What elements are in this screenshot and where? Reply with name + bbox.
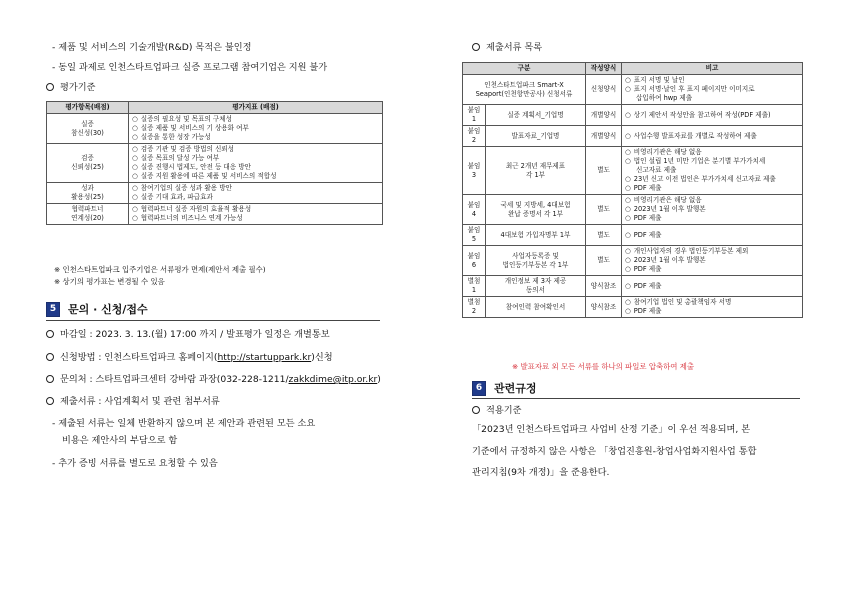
doc-name-cell [486,126,586,147]
doc-note-text: 표지 서명 및 날인 [633,76,685,84]
doc-name-line: 인천스타트업파크 Smart-X [484,80,564,89]
eval-indicator-text: 실증을 통한 성장 가능성 [140,133,211,141]
doc-notes-cell [622,195,803,225]
email-link[interactable]: zakkdime@itp.or.kr [288,374,378,385]
table-row [463,246,803,276]
doc-name-line: 실증 계획서_기업명 [507,110,564,119]
section-6-header [472,380,537,396]
no-return-note: - 제출된 서류는 일체 반환하지 않으며 본 제안과 관련된 모든 소요 [52,418,316,429]
doc-name-cell [486,225,586,246]
doc-name-line: 개인정보 제 3자 제공 [504,277,567,285]
eval-item-label: 협력파트너 [71,205,104,213]
documents-table [462,62,803,318]
list-item [625,94,799,103]
circle-bullet-icon: ○ [625,131,631,140]
doc-name-cell [486,195,586,225]
doc-note-text: PDF 제출 [633,230,662,239]
circle-bullet-icon: ○ [132,172,138,180]
list-item [625,196,799,205]
doc-notes-cell [622,147,803,195]
circle-bullet-icon [472,43,480,51]
eval-item-label: 활용성(25) [71,193,104,201]
circle-bullet-icon [46,397,54,405]
docs-header-notes: 비고 [622,63,803,75]
doc-form-cell: 양식참조 [586,297,622,318]
section-divider [472,398,800,399]
doc-category-cell: 붙임2 [463,126,486,147]
circle-bullet-icon: ○ [132,214,138,222]
doc-note-text: 참여기업 법인 및 총괄책임자 서명 [633,298,732,306]
docs-header-category: 구분 [463,63,586,75]
table-row [47,183,383,204]
change-note: ※ 상기의 평가표는 변경될 수 있음 [54,277,165,286]
doc-name-cell [486,147,586,195]
doc-category-cell: 별첨1 [463,276,486,297]
apply-standard-heading: 적용기준 [472,405,522,417]
doc-category-cell: 별첨2 [463,297,486,318]
table-row [463,225,803,246]
circle-bullet-icon: ○ [625,230,631,239]
doc-name-line: 4대보험 가입자명부 1부 [500,230,571,239]
table-row [47,204,383,225]
list-item [132,145,379,154]
eval-item-label: 연계성(20) [71,214,104,222]
duplicate-note: - 동일 과제로 인천스타트업파크 실증 프로그램 참여기업은 지원 불가 [52,62,328,73]
doc-notes-cell [622,126,803,147]
circle-bullet-icon: ○ [132,115,138,123]
circle-bullet-icon: ○ [625,184,631,192]
eval-indicator-cell [129,144,383,183]
doc-name-cell [486,297,586,318]
list-item [625,85,799,94]
circle-bullet-icon: ○ [625,148,631,156]
doc-note-text: PDF 제출 [633,265,662,273]
doc-note-text: 표지 서명·날인 후 표지 페이지만 이미지로 [633,85,755,93]
table-row [463,297,803,318]
table-row [463,75,803,105]
doc-form-cell: 별도 [586,225,622,246]
doc-note-text: 법인 설립 1년 미만 기업은 분기별 부가가치세 [633,157,766,165]
documents-text: 제출서류 : 사업계획서 및 관련 첨부서류 [46,396,220,408]
doc-note-text: PDF 제출 [633,214,662,222]
eval-indicator-cell [129,204,383,225]
circle-bullet-icon: ○ [132,124,138,132]
homepage-link[interactable]: http://startuppark.kr [217,352,312,363]
table-row [463,147,803,195]
doc-name-line: 발표자료_기업명 [511,131,560,140]
list-item [625,132,799,141]
doc-form-cell: 개별양식 [586,126,622,147]
regulation-line-3: 관리지침(9차 개정)」을 준용한다. [472,467,610,478]
circle-bullet-icon: ○ [132,184,138,192]
list-item [625,76,799,85]
doc-name-line: Seaport(인천항만공사) 신청서류 [475,89,573,98]
circle-bullet-icon: ○ [625,205,631,213]
eval-item-cell [47,204,129,225]
table-row [463,126,803,147]
list-item [625,175,799,184]
circle-bullet-icon: ○ [625,196,631,204]
rnd-note: - 제품 및 서비스의 기술개발(R&D) 목적은 불인정 [52,42,252,53]
doc-note-text: 상기 제안서 작성안을 참고하여 작성(PDF 제출) [633,110,771,119]
circle-bullet-icon [46,330,54,338]
doc-name-line: 동의서 [525,286,546,294]
doc-form-cell: 별도 [586,195,622,225]
extra-docs-note: - 추가 증빙 서류를 별도로 요청할 수 있음 [52,458,218,469]
section-number-badge: 6 [472,381,486,396]
list-item [625,247,799,256]
list-item [625,166,799,175]
doc-note-text: 신고자료 제출 [636,166,677,174]
circle-bullet-icon [46,375,54,383]
list-item [625,307,799,316]
doc-name-line: 참여인력 참여확인서 [505,302,566,311]
doc-notes-cell [622,75,803,105]
doc-notes-cell [622,246,803,276]
circle-bullet-icon: ○ [625,281,631,290]
doc-name-line: 국세 및 지방세, 4대보험 [500,200,571,209]
list-item [625,265,799,274]
doc-note-text: 23년 신고 이전 법인은 부가가치세 신고자료 제출 [633,175,776,183]
contact-text: 문의처 : 스타트업파크센터 강바람 과장(032-228-1211/zakkdime@itp.or.kr) [46,374,381,386]
eval-item-label: 참신성(30) [71,128,104,137]
circle-bullet-icon [46,83,54,91]
section-number-badge: 5 [46,302,60,317]
list-item [132,115,379,124]
list-item [132,133,379,142]
eval-heading: 평가기준 [46,82,96,94]
table-row [463,105,803,126]
compress-note: ※ 발표자료 외 모든 서류를 하나의 파일로 압축하여 제출 [512,362,695,371]
doc-name-cell [486,105,586,126]
eval-item-label: 성과 [81,184,94,192]
doc-form-cell: 별도 [586,246,622,276]
table-row [47,144,383,183]
circle-bullet-icon: ○ [625,256,631,264]
cost-note: 비용은 제안사의 부담으로 함 [62,435,178,446]
evaluation-table [46,101,383,225]
circle-bullet-icon: ○ [625,298,631,306]
circle-bullet-icon: ○ [132,193,138,201]
doc-notes-cell [622,105,803,126]
circle-bullet-icon: ○ [132,163,138,171]
circle-bullet-icon: ○ [625,85,631,93]
doc-notes-cell [622,276,803,297]
doc-form-cell: 별도 [586,147,622,195]
table-row [47,114,383,144]
eval-item-label: 실증 [81,119,94,128]
doc-note-text: 사업수행 발표자료를 개별로 작성하여 제출 [633,131,757,140]
doc-name-cell [486,276,586,297]
eval-header-indicator: 평가지표 (배점) [129,102,383,114]
doc-form-cell: 개별양식 [586,105,622,126]
eval-item-label: 검증 [81,154,94,162]
eval-item-cell [47,183,129,204]
list-item [132,124,379,133]
doc-form-cell: 신청양식 [586,75,622,105]
list-item [625,205,799,214]
list-item [625,214,799,223]
doc-note-text: 개인사업자의 경우 법인등기부등본 제외 [633,247,749,255]
list-item [625,282,799,291]
list-item [625,256,799,265]
eval-item-cell [47,114,129,144]
list-item [625,231,799,240]
eval-indicator-text: 협력파트너의 비즈니스 연계 가능성 [140,214,243,222]
list-item [625,157,799,166]
list-item [625,148,799,157]
eval-indicator-cell [129,183,383,204]
doc-note-text: PDF 제출 [633,281,662,290]
deadline-text: 마감일 : 2023. 3. 13.(월) 17:00 까지 / 발표평가 일정은 개별통보 [46,329,330,341]
list-item [625,184,799,193]
list-item [132,214,379,223]
list-item [625,298,799,307]
section-divider [46,320,380,321]
doc-notes-cell [622,225,803,246]
section-title: 문의 · 신청/접수 [68,303,148,316]
regulation-line-2: 기준에서 규정하지 않은 사항은 「창업진흥원-창업사업화지원사업 통합 [472,446,757,457]
table-row [463,195,803,225]
eval-item-cell [47,144,129,183]
circle-bullet-icon: ○ [625,110,631,119]
list-item [132,193,379,202]
doc-name-cell [463,75,586,105]
doc-note-text: 비영리기관은 해당 없음 [633,196,702,204]
list-item [132,172,379,181]
eval-indicator-text: 실증의 필요성 및 목표의 구체성 [140,115,232,123]
list-item [132,163,379,172]
section-5-header [46,301,148,317]
eval-indicator-text: 실증 진행시 법제도, 안전 등 대응 방안 [140,163,251,171]
doc-category-cell: 붙임1 [463,105,486,126]
doc-form-cell: 양식참조 [586,276,622,297]
docs-header-form: 작성양식 [586,63,622,75]
doc-note-text: PDF 제출 [633,184,662,192]
circle-bullet-icon: ○ [625,247,631,255]
list-item [132,184,379,193]
docs-list-heading: 제출서류 목록 [472,42,542,54]
doc-name-line: 완납 증명서 각 1부 [507,209,564,218]
eval-indicator-text: 실증 제품 및 서비스의 기 상용화 여부 [140,124,249,132]
circle-bullet-icon: ○ [132,154,138,162]
doc-name-line: 최근 2개년 재무제표 [505,161,566,170]
eval-indicator-cell [129,114,383,144]
doc-notes-cell [622,297,803,318]
eval-indicator-text: 협력파트너 실증 자원의 효율적 활용성 [140,205,252,213]
eval-indicator-text: 실증 기대 효과, 파급효과 [140,193,213,201]
exempt-note: ※ 인천스타트업파크 입주기업은 서류평가 면제(제안서 제출 필수) [54,265,266,274]
circle-bullet-icon: ○ [132,145,138,153]
doc-note-text: 삽입하여 hwp 제출 [636,94,693,102]
eval-indicator-text: 참여기업의 실증 성과 활용 방안 [140,184,232,192]
circle-bullet-icon: ○ [625,214,631,222]
doc-note-text: PDF 제출 [633,307,662,315]
circle-bullet-icon: ○ [625,265,631,273]
doc-note-text: 2023년 1월 이후 발행본 [633,205,706,213]
circle-bullet-icon: ○ [625,76,631,84]
circle-bullet-icon [46,353,54,361]
table-row [463,276,803,297]
doc-category-cell: 붙임4 [463,195,486,225]
regulation-line-1: 「2023년 인천스타트업파크 사업비 산정 기준」이 우선 적용되며, 본 [472,424,751,435]
circle-bullet-icon: ○ [625,157,631,165]
apply-method-text: 신청방법 : 인천스타트업파크 홈페이지(http://startuppark.kr)신청 [46,352,333,364]
doc-name-cell [486,246,586,276]
doc-note-text: 2023년 1월 이후 발행본 [633,256,706,264]
section-title: 관련규정 [494,382,537,395]
doc-category-cell: 붙임6 [463,246,486,276]
circle-bullet-icon: ○ [132,133,138,141]
circle-bullet-icon: ○ [625,307,631,315]
eval-indicator-text: 실증 목표의 달성 가능 여부 [140,154,220,162]
list-item [625,111,799,120]
doc-note-text: 비영리기관은 해당 없음 [633,148,702,156]
doc-category-cell: 붙임3 [463,147,486,195]
list-item [132,154,379,163]
list-item [132,205,379,214]
doc-name-line: 각 1부 [525,170,546,179]
circle-bullet-icon: ○ [625,175,631,183]
doc-name-line: 법인등기부등본 각 1부 [502,260,569,269]
eval-item-label: 신뢰성(25) [71,163,104,171]
circle-bullet-icon [472,406,480,414]
eval-indicator-text: 검증 기관 및 검증 방법의 신뢰성 [140,145,235,153]
eval-header-item: 평가항목(배점) [47,102,129,114]
circle-bullet-icon: ○ [132,205,138,213]
doc-name-line: 사업자등록증 및 [512,251,559,260]
doc-category-cell: 붙임5 [463,225,486,246]
eval-indicator-text: 실증 지원 활용에 따른 제품 및 서비스의 적합성 [140,172,277,180]
